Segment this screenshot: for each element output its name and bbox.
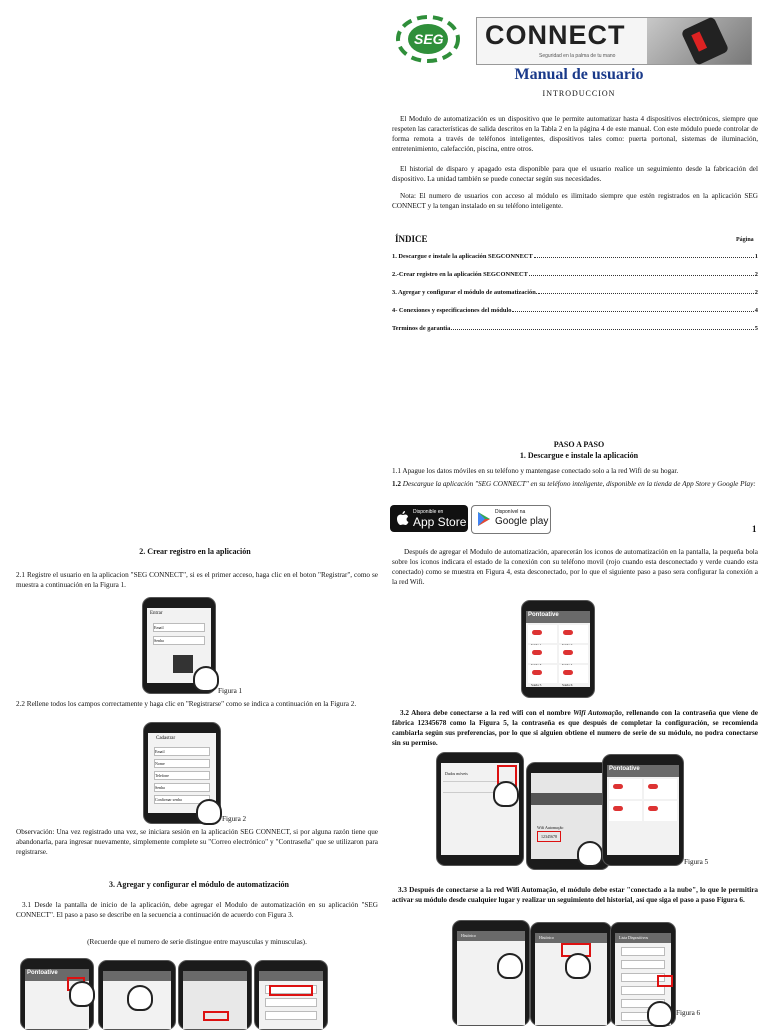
brand-tagline: Seguridad en la palma de tu mano — [539, 53, 616, 59]
figure-6-highlight-3 — [657, 975, 673, 987]
figure-3-hand-icon-2 — [127, 985, 153, 1011]
apple-icon — [396, 510, 410, 526]
figure-3-screen-4 — [259, 971, 323, 1029]
figure-6-hand-icon-3 — [647, 1001, 673, 1027]
step1-paragraph-2 — [392, 479, 758, 489]
step1-p2-text: Descargue la aplicación "SEG CONNECT" en su teléfono inteligente, disponible en la tienda de App Store y Google Play: — [402, 480, 756, 488]
figure-1-phone — [142, 597, 216, 694]
figure-4-tile-6: Saida 6 — [559, 665, 588, 683]
figure-3-phone-2 — [98, 960, 176, 1030]
toc-item-1[interactable]: 1. Descargue e instale la aplicación SEGCONNECT 1 — [392, 253, 758, 260]
figure-1-field-email: Email — [153, 623, 205, 632]
figure-5-phone-3 — [602, 754, 684, 866]
step3-note: (Recuerde que el numero de serie distingue entre mayusculas y minusculas). — [87, 938, 307, 946]
toc-item-4[interactable]: 4- Conexiones y especificaciones del módulo 4 — [392, 307, 758, 314]
figure-6-phone-3 — [610, 922, 676, 1026]
step1-paragraph-1: 1.1 Apague los datos móviles en su teléfono y mantengase conectado solo a la red Wifi de su hogar. — [392, 467, 679, 475]
phone-photo — [647, 18, 751, 64]
status-dot-icon — [532, 650, 542, 655]
figure-3-phone-1 — [20, 958, 94, 1030]
google-play-big-text: Google play — [495, 516, 549, 527]
figure-5-phone-2 — [526, 762, 610, 870]
wifi-name: Wifi Automação — [573, 709, 622, 717]
figure-2-field-1: Email — [154, 747, 210, 756]
step2-heading: 2. Crear registro en la aplicación — [139, 547, 251, 556]
status-dot-icon — [532, 630, 542, 635]
app-store-big-text: App Store — [413, 515, 467, 529]
figure-2-hand-icon — [196, 799, 222, 825]
step2-paragraph-2: 2.2 Rellene todos los campos correctamente y haga clic en "Registrarse" como se indica a continuación en la Figura 2. — [16, 700, 357, 708]
app-store-badge[interactable] — [390, 505, 468, 532]
figure-1-caption: Figura 1 — [218, 687, 243, 695]
figure-2-screen-title: Cadastrar — [156, 736, 176, 741]
status-dot-icon — [563, 670, 573, 675]
toc-item-2[interactable]: 2.-Crear registro en la aplicación SEGCONNECT 2 — [392, 271, 758, 278]
intro-paragraph-3: Nota: El numero de usuarios con acceso al módulo es ilimitado siempre que estén registrados en la aplicación SEG CONNECT y la tengan instalado en su teléfono inteligente. — [392, 192, 758, 210]
right-paragraph-2 — [392, 708, 758, 748]
observation-paragraph: Observación: Una vez registrado una vez, se iniciara sesión en la aplicación SEG CONNECT, si por alguna razón tiene que abandonarla, para ingresar nuevamente, simplemente complete su "Correo electrónico" y "Contraseña" que se utilizaron para registrarse. — [16, 828, 378, 856]
google-play-small-text: Disponível na — [495, 509, 526, 515]
figure-5-password: 12345678 — [537, 831, 561, 842]
connect-banner — [476, 17, 752, 65]
figure-6-screen-title-2: Histórico — [535, 933, 607, 943]
figure-6-hand-icon-1 — [497, 953, 523, 979]
step1-p2-number: 1.2 — [392, 480, 401, 488]
step2-paragraph-1: 2.1 Registre el usuario en la aplicacion "SEG CONNECT", si es el primer acceso, haga clic en el boton "Registrar", como se muestra a continuación en la Figura 1. — [16, 571, 378, 589]
figure-6-list-title: Lista Dispositivos — [615, 933, 671, 943]
toc-item-3[interactable]: 3. Agregar y configurar el módulo de automatización. 2 — [392, 289, 758, 296]
figure-3-hand-icon-1 — [69, 981, 95, 1007]
figure-1-buttons — [173, 655, 193, 673]
figure-4-app-name: Pontoative — [526, 611, 590, 623]
figure-2-field-5: Confirmar senha — [154, 795, 210, 804]
toc-heading: ÍNDICE — [395, 234, 428, 244]
figure-6-phone-2 — [530, 922, 612, 1026]
app-store-small-text: Disponible en — [413, 509, 444, 515]
figure-2-caption: Figura 2 — [222, 815, 247, 823]
figure-6-phone-1 — [452, 920, 530, 1026]
figure-5-caption: Figura 5 — [684, 858, 709, 866]
page-number: 1 — [752, 524, 757, 534]
figure-5-screen-text: Dados móveis — [445, 771, 468, 776]
right-paragraph-3: 3.3 Después de conectarse a la red Wifi Automação, el módulo debe estar "conectado a la nube", lo que le permitira activar su módulo desde cualquier lugar y realizar un seguimiento del historial, así que siga el paso a paso Figura 6. — [392, 886, 758, 904]
figure-1-screen-title: Entrar — [150, 611, 163, 616]
figure-4-phone — [521, 600, 595, 698]
figure-5-phone-1 — [436, 752, 524, 866]
figure-2-phone — [143, 722, 221, 824]
status-dot-icon — [563, 650, 573, 655]
figure-2-field-3: Telefone — [154, 771, 210, 780]
figure-4-tile-3 — [528, 645, 557, 663]
figure-5-hand-icon-2 — [577, 841, 603, 867]
figure-6-hand-icon-2 — [565, 953, 591, 979]
figure-5-screen-3 — [607, 765, 679, 855]
seg-logo — [388, 10, 468, 65]
page-title: Manual de usuario — [514, 66, 644, 83]
status-dot-icon — [532, 670, 542, 675]
figure-5-hand-icon-1 — [493, 781, 519, 807]
figure-1-hand-icon — [193, 666, 219, 692]
figure-4-tile-2 — [559, 625, 588, 643]
figure-6-caption: Figura 6 — [676, 1009, 701, 1017]
figure-3-phone-3 — [178, 960, 252, 1030]
figure-3-highlight-4 — [269, 985, 313, 996]
figure-4-tile-4 — [559, 645, 588, 663]
figure-4-screen — [526, 611, 590, 687]
figure-3-phone-4 — [254, 960, 328, 1030]
step1-heading: 1. Descargue e instale la aplicación — [519, 451, 639, 460]
figure-3-app-name: Pontoative — [25, 969, 89, 981]
toc-page-label: Página — [736, 237, 754, 243]
step3-paragraph-1: 3.1 Desde la pantalla de inicio de la aplicación, debe agregar el Modulo de automatización en su aplicación "SEG CONNECT". El paso a paso se describe en la secuencia a continuación de acuerdo con Figura 3. — [16, 901, 378, 919]
step-heading: PASO A PASO — [553, 440, 605, 449]
toc-item-5[interactable]: Terminos de garantia 5 — [392, 325, 758, 332]
figure-4-tile-5: Saida 5 — [528, 665, 557, 683]
figure-2-field-4: Senha — [154, 783, 210, 792]
figure-5-wifi-label: Wifi Automação — [537, 825, 564, 830]
figure-1-field-password: Senha — [153, 636, 205, 645]
page-subtitle: INTRODUCCION — [542, 89, 616, 98]
seg-logo-text: SEG — [414, 31, 444, 47]
figure-3-highlight-3 — [203, 1011, 229, 1021]
figure-2-field-2: Nome — [154, 759, 210, 768]
figure-6-screen-title: Histórico — [457, 931, 525, 941]
intro-paragraph-2: El historial de disparo y apagado esta disponible para que el usuario realice un seguimiento desde la fabricación del dispositivo. La unidad también se puede conectar según sus necesidades. — [392, 165, 758, 183]
google-play-badge[interactable] — [471, 505, 551, 534]
right-paragraph-1: Después de agregar el Modulo de automatización, aparecerán los iconos de automatización en la pantalla, la pequeña bola sobre los iconos indicara el estado de la conexión con su teléfono movil (rojo cuando esta desconectado y verde cuando esta conectado) como se muestra en Figura 4, esta desconectado, por lo que el siguiente paso a paso sera configurar la conexión a la red Wifi. — [392, 548, 758, 586]
status-dot-icon — [563, 630, 573, 635]
intro-paragraph-1: El Modulo de automatización es un dispositivo que le permite automatizar hasta 4 dispositivos electrónicos, siempre que respeten las características de salida descritos en la Tabla 2 en la página 4 de este manual. Con este módulo puede controlar de forma remota a través de teléfonos inteligentes, dispositivos tales como: puerta portonal, sistemas de iluminación, entretenimiento, calefacción, piscina, entre otros. — [392, 115, 758, 153]
phone-photo-device — [681, 16, 730, 66]
figure-4-tile-1 — [528, 625, 557, 643]
brand-name: CONNECT — [485, 20, 626, 50]
google-play-icon — [477, 511, 491, 527]
step3-heading: 3. Agregar y configurar el módulo de automatización — [109, 880, 289, 889]
wifi-step-text-a: 3.2 Ahora debe conectarse a la red wifi con el nombre — [400, 709, 571, 717]
wifi-step-text-b: , rellenando con la contraseña que viene de fábrica 12345678 como la Figura 5, la contraseña es que después de completar la configuración, se recomienda cambiarla según sus preferencias, por lo que si alguien obtiene el numero de serie de su módulo, no podra conectarse sin su permiso. — [392, 709, 758, 747]
figure-5-app-name: Pontoative — [607, 765, 679, 777]
